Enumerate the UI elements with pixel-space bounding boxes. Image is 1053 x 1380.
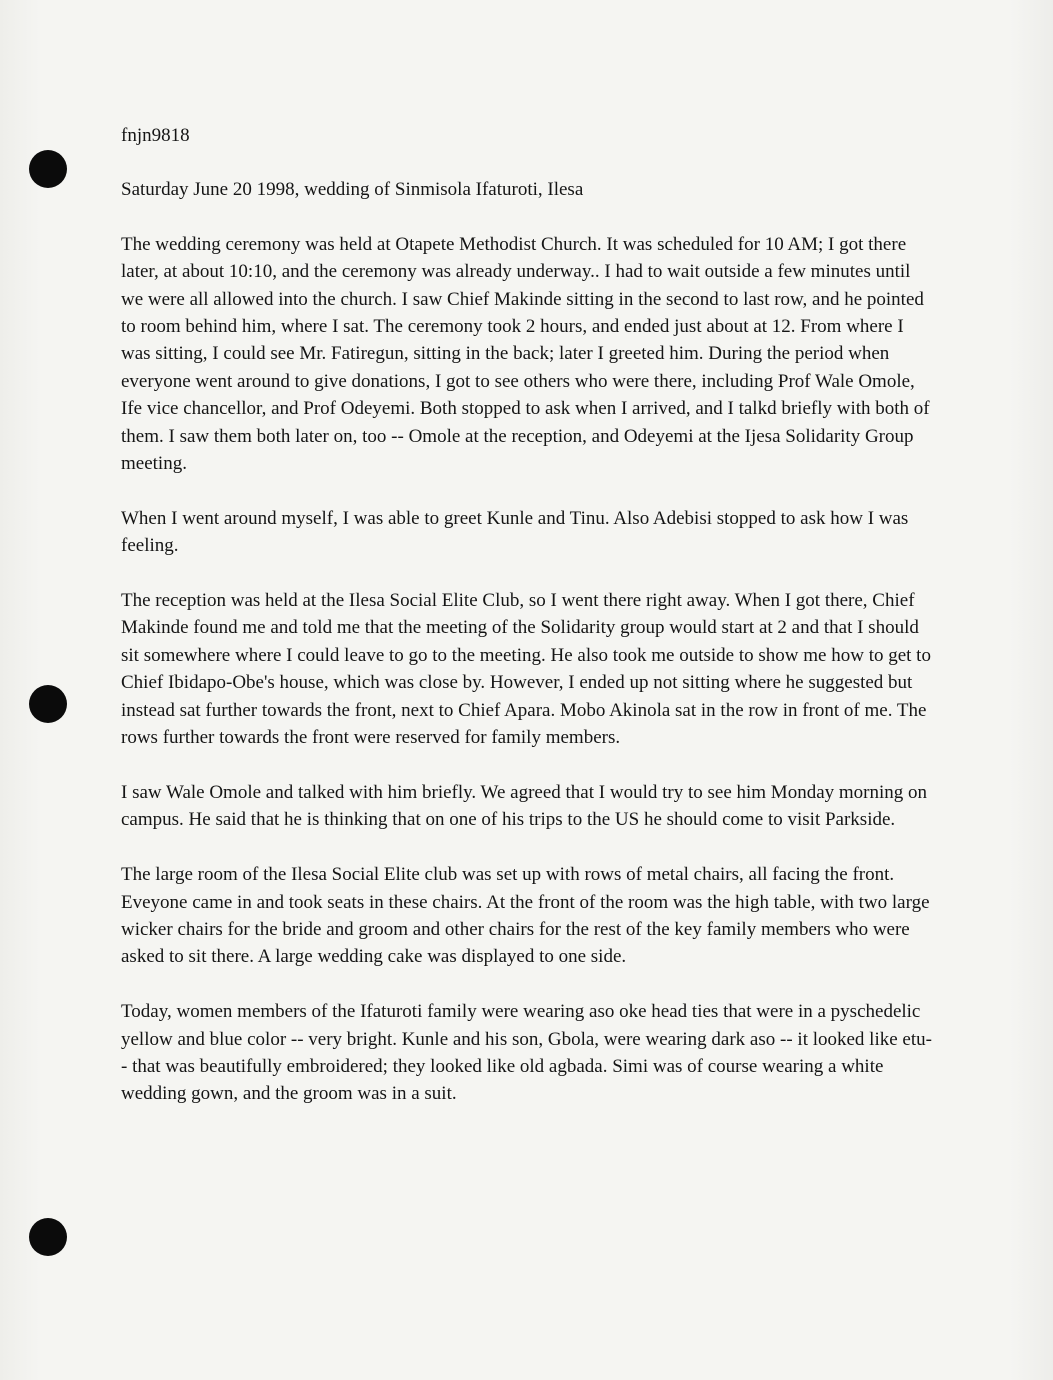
binder-hole-middle — [29, 685, 67, 723]
paragraph-5: The large room of the Ilesa Social Elite club was set up with rows of metal chairs, all facing the front. Eveyone came in and took seats in these chairs. At the front of the room was the high table, with two large wicker chairs for the bride and groom and other chairs for the rest of the key family members who were asked to sit there. A large wedding cake was displayed to one side. — [121, 864, 930, 968]
paragraph-4: I saw Wale Omole and talked with him briefly. We agreed that I would try to see him Monday morning on campus. He said that he is thinking that on one of his trips to the US he should come to visit Parkside. — [121, 781, 928, 831]
document-id: fnjn9818 — [121, 125, 190, 146]
binder-hole-top — [29, 150, 67, 188]
document-body — [121, 122, 936, 1135]
paragraph-3: The reception was held at the Ilesa Social Elite Club, so I went there right away. When I got there, Chief Makinde found me and told me that the meeting of the Solidarity group would start at 2 and that I should sit somewhere where I could leave to go to the meeting. He also took me outside to show me how to get to Chief Ibidapo-Obe's house, which was close by. However, I ended up not sitting where he suggested but instead sat further towards the front, next to Chief Apara. Mobo Akinola sat in the row in front of me. The rows further towards the front were reserved for family members. — [121, 590, 931, 749]
paragraph-1: The wedding ceremony was held at Otapete Methodist Church. It was scheduled for 10 AM; I got there later, at about 10:10, and the ceremony was already underway.. I had to wait outside a few minutes until we were all allowed into the church. I saw Chief Makinde sitting in the second to last row, and he pointed to room behind him, where I sat. The ceremony took 2 hours, and ended just about at 12. From where I was sitting, I could see Mr. Fatiregun, sitting in the back; later I greeted him. During the period when everyone went around to give donations, I got to see others who were there, including Prof Wale Omole, Ife vice chancellor, and Prof Odeyemi. Both stopped to ask when I arrived, and I talkd briefly with both of them. I saw them both later on, too -- Omole at the reception, and Odeyemi at the Ijesa Solidarity Group meeting. — [121, 233, 930, 475]
paragraph-6: Today, women members of the Ifaturoti family were wearing aso oke head ties that were in a pyschedelic yellow and blue color -- very bright. Kunle and his son, Gbola, were wearing dark aso -- it looked like etu-- that was beautifully embroidered; they looked like old agbada. Simi was of course wearing a white wedding gown, and the groom was in a suit. — [121, 1001, 932, 1105]
document-title: Saturday June 20 1998, wedding of Sinmisola Ifaturoti, Ilesa — [121, 179, 584, 201]
binder-hole-bottom — [29, 1218, 67, 1256]
paragraph-2: When I went around myself, I was able to greet Kunle and Tinu. Also Adebisi stopped to ask how I was feeling. — [121, 507, 909, 557]
